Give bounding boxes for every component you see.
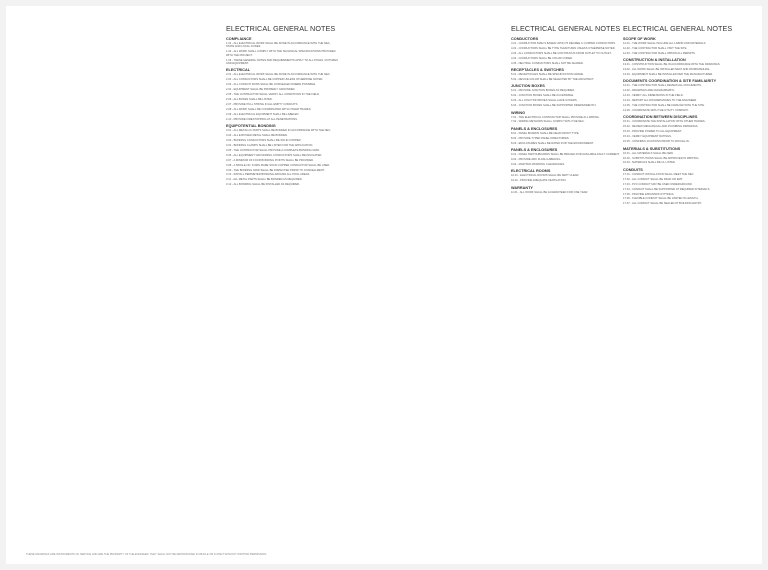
section-heading: CONSTRUCTION & INSTALLATION [623, 58, 686, 63]
note-paragraph: 11.01 - ALL WORK SHALL BE GUARANTEED FOR ONE YEAR. [511, 190, 589, 194]
note-paragraph: 17.05 - PROVIDE EXPANSION FITTINGS. [623, 192, 675, 196]
note-paragraph: 1.03 - THESE GENERAL NOTES AND REQUIREMENTS APPLY TO ALL POLES, FIXTURES AND EQUIPMENT. [226, 58, 338, 65]
section-heading: CONDUCTORS [511, 37, 539, 41]
note-paragraph: 13.03 - EQUIPMENT SHALL BE INSTALLED PER THE MANUFACTURER. [623, 73, 713, 77]
note-paragraph: 17.02 - ALL CONDUIT SHALL BE RIGID OR EMT. [623, 177, 683, 181]
note-paragraph: 3.03 - BONDING CONDUCTORS SHALL BE SOLID COPPER. [226, 138, 302, 142]
note-paragraph: 14.06 - COORDINATE WITH THE UTILITY COMPANY. [623, 109, 689, 113]
note-paragraph: 14.04 - REPORT ALL DISCREPANCIES TO THE ENGINEER. [623, 99, 697, 103]
section-heading: EQUIPOTENTIAL BONDING [226, 124, 276, 129]
note-paragraph: 4.05 - NEUTRAL CONDUCTORS SHALL NOT BE SHARED. [511, 61, 584, 65]
note-paragraph: 8.03 - ENCLOSURES SHALL BE RATED FOR THE ENVIRONMENT. [511, 141, 594, 145]
note-paragraph: 15.04 - VERIFY EQUIPMENT RATINGS. [623, 135, 672, 139]
section-heading: MATERIALS & SUBSTITUTIONS [623, 146, 681, 151]
note-paragraph: 12.01 - THE WORK SHALL INCLUDE ALL LABOR AND MATERIALS. [623, 42, 707, 45]
blank-area [20, 16, 420, 546]
section-heading: JUNCTION BOXES [511, 84, 545, 89]
note-paragraph: 2.05 - THE CONTRACTOR SHALL VERIFY ALL CONDITIONS IN THE FIELD. [226, 93, 320, 96]
section-heading: COMPLIANCE [226, 37, 252, 41]
section-heading: DOCUMENTS COORDINATION & SITE FAMILIARITY [623, 79, 717, 84]
note-paragraph: 2.07 - PROVIDE PULL STRING IN ALL EMPTY CONDUITS. [226, 102, 299, 106]
note-paragraph: 3.04 - BONDING CLAMPS SHALL BE LISTED FOR THE APPLICATION. [226, 143, 314, 147]
note-paragraph: 17.01 - CONDUIT INSTALLATION SHALL MEET THE NEC. [623, 172, 695, 176]
notes-column-1 [226, 24, 338, 554]
note-paragraph: 7.01 - THE ELECTRICAL CONTRACTOR SHALL PROVIDE ALL WIRING. [511, 115, 600, 119]
note-paragraph: 17.03 - PVC CONDUIT MAY BE USED UNDERGROUND. [623, 182, 693, 186]
note-paragraph: 2.03 - ALL CONDUIT RUNS SHALL BE CONCEALED WHERE POSSIBLE. [226, 83, 316, 87]
notes-title: ELECTRICAL GENERAL NOTES [623, 24, 733, 33]
note-paragraph: 15.03 - PROVIDE POWER TO ALL EQUIPMENT. [623, 130, 682, 134]
note-paragraph: 4.02 - CONDUCTORS SHALL BE TYPE THHN/THWN UNLESS OTHERWISE NOTED. [511, 46, 616, 50]
note-paragraph: 4.01 - CONDUCTOR SIZE IS BASED UPON 75 DEGREE C COPPER CONDUCTORS. [511, 42, 616, 45]
note-paragraph: 10.02 - PROVIDE ADEQUATE VENTILATION. [511, 179, 567, 183]
note-paragraph: 1.01 - ALL ELECTRICAL WORK SHALL BE DONE IN ACCORDANCE WITH THE NEC, STATE AND LOCAL CODES. [226, 42, 331, 49]
notes-column-3 [623, 24, 735, 554]
note-paragraph: 16.01 - ALL MATERIALS SHALL BE NEW. [623, 151, 674, 155]
note-paragraph: 6.01 - PROVIDE JUNCTION BOXES AS REQUIRED. [511, 89, 575, 93]
note-paragraph: 3.11 - ALL METAL PARTS SHALL BE BONDED AS REQUIRED. [226, 178, 303, 182]
note-paragraph: 16.03 - MATERIALS SHALL BE UL LISTED. [623, 161, 676, 165]
note-paragraph: 14.01 - THE CONTRACTOR SHALL REVIEW ALL DOCUMENTS. [623, 84, 702, 88]
notes-column-2 [511, 24, 623, 554]
note-paragraph: 13.01 - CONSTRUCTION SHALL BE IN ACCORDANCE WITH THE DRAWINGS. [623, 63, 721, 67]
section-heading: CONDUITS [623, 167, 643, 172]
note-paragraph: 17.06 - FLEXIBLE CONDUIT SHALL BE LIMITED IN LENGTH. [623, 197, 699, 201]
note-paragraph: 9.03 - MAINTAIN WORKING CLEARANCES. [511, 162, 565, 166]
note-paragraph: 17.04 - CONDUIT SHALL BE SUPPORTED AT REQUIRED INTERVALS. [623, 187, 711, 191]
sheet-footnote: THESE DRAWINGS ARE INSTRUMENTS OF SERVICE AND ARE THE PROPERTY OF THE ENGINEER. THEY SHALL NOT BE REPRODUCED IN WHOLE OR IN PART WITHOUT WRITTEN PERMISSION. [26, 552, 267, 556]
note-paragraph: 14.03 - VERIFY ALL DIMENSIONS IN THE FIELD. [623, 94, 684, 98]
section-heading: PANELS & ENCLOSURES [511, 126, 558, 131]
note-paragraph: 2.01 - ALL ELECTRICAL WORK SHALL BE DONE IN ACCORDANCE WITH THE NEC. [226, 73, 331, 77]
note-paragraph: 3.02 - ALL EXPOSED METAL SHALL BE BONDED. [226, 133, 288, 137]
section-heading: ELECTRICAL [226, 68, 251, 73]
note-paragraph: 15.01 - COORDINATE THE INSTALLATION WITH OTHER TRADES. [623, 120, 706, 124]
note-paragraph: 15.05 - CONFIRM LOCATIONS PRIOR TO ROUGH-IN. [623, 140, 690, 144]
note-paragraph: 3.08 - A SINGLE NO. 8 AWG BARE SOLID COPPER CONDUCTOR SHALL BE USED. [226, 163, 330, 167]
section-heading: PANELS & ENCLOSURES [511, 148, 558, 153]
note-paragraph: 12.03 - THE CONTRACTOR SHALL OBTAIN ALL PERMITS. [623, 51, 696, 55]
note-paragraph: 13.02 - ALL WORK SHALL BE INSTALLED NEAT AND WORKMANLIKE. [623, 68, 711, 72]
section-heading: SCOPE OF WORK [623, 37, 656, 41]
note-paragraph: 3.01 - ALL METALLIC PARTS SHALL BE BONDED IN ACCORDANCE WITH THE NEC. [226, 129, 332, 133]
drawing-sheet [6, 6, 762, 564]
note-paragraph: 4.03 - ALL CONDUCTORS SHALL BE CONTINUOUS FROM OUTLET TO OUTLET. [511, 51, 612, 55]
note-paragraph: 1.02 - ALL WORK SHALL COMPLY WITH THE TECHNICAL SPECIFICATIONS PROVIDED WITH THE PROJECT. [226, 50, 336, 57]
section-heading: COORDINATION BETWEEN DISCIPLINES [623, 115, 698, 120]
note-paragraph: 5.01 - RECEPTACLES SHALL BE SPECIFICATION GRADE. [511, 73, 584, 77]
note-paragraph: 3.09 - THE BONDING GRID SHALL BE INSPECTED PRIOR TO CONCEALMENT. [226, 168, 325, 172]
note-paragraph: 2.02 - ALL CONDUCTORS SHALL BE COPPER UNLESS OTHERWISE NOTED. [226, 78, 324, 82]
section-heading: WARRANTY [511, 185, 533, 190]
note-paragraph: 5.02 - DEVICE COLOR SHALL BE SELECTED BY THE ARCHITECT. [511, 78, 595, 82]
note-paragraph: 2.09 - ALL ELECTRICAL EQUIPMENT SHALL BE LABELED. [226, 112, 300, 116]
note-paragraph: 8.01 - PANEL BOARDS SHALL BE DEAD FRONT TYPE. [511, 131, 580, 135]
note-paragraph: 14.02 - DRAWINGS ARE DIAGRAMMATIC. [623, 89, 676, 93]
note-paragraph: 4.04 - CONDUCTORS SHALL BE COLOR CODED. [511, 56, 573, 60]
note-paragraph: 3.10 - INSTALL PERIMETER BONDING AROUND ALL POOL AREAS. [226, 173, 311, 177]
note-paragraph: 8.02 - PROVIDE TYPED PANEL DIRECTORIES. [511, 136, 570, 140]
note-paragraph: 10.01 - ELECTRICAL ROOMS SHALL BE KEPT CLEAR. [511, 174, 580, 178]
note-paragraph: 2.10 - PROVIDE FIRESTOPPING AT ALL PENETRATIONS. [226, 117, 298, 121]
note-paragraph: 3.07 - A MINIMUM OF FOUR BONDING POINTS SHALL BE PROVIDED. [226, 158, 314, 162]
notes-title: ELECTRICAL GENERAL NOTES [226, 24, 336, 33]
note-paragraph: 3.06 - ALL EQUIPMENT GROUNDING CONDUCTORS SHALL BE INSULATED. [226, 153, 323, 157]
section-heading: RECEPTACLES & SWITCHES [511, 68, 564, 73]
note-paragraph: 2.08 - ALL WORK SHALL BE COORDINATED WITH OTHER TRADES. [226, 107, 312, 111]
note-paragraph: 6.02 - JUNCTION BOXES SHALL BE ACCESSIBLE. [511, 94, 574, 98]
note-paragraph: 12.02 - THE CONTRACTOR SHALL VISIT THE SITE. [623, 46, 688, 50]
note-paragraph: 16.02 - SUBSTITUTIONS SHALL BE APPROVED IN WRITING. [623, 156, 700, 160]
note-paragraph: 9.01 - PANEL SWITCHBOARDS SHALL BE BRACED FOR AVAILABLE FAULT CURRENT. [511, 153, 620, 157]
note-paragraph: 2.06 - ALL BOXES SHALL BE LISTED. [226, 97, 273, 101]
note-paragraph: 2.04 - EQUIPMENT SHALL BE PROPERLY GROUNDED. [226, 88, 296, 92]
note-paragraph: 6.04 - JUNCTION BOXES SHALL BE SUPPORTED INDEPENDENTLY. [511, 104, 597, 108]
note-paragraph: 17.07 - ALL CONDUIT SHALL BE SEALED AT BUILDING ENTRY. [623, 202, 702, 206]
note-paragraph: 3.12 - ALL BONDING SHALL BE INSTALLED AS REQUIRED. [226, 183, 300, 187]
section-heading: ELECTRICAL ROOMS [511, 169, 551, 174]
note-paragraph: 15.02 - REVIEW MECHANICAL AND PLUMBING DRAWINGS. [623, 125, 699, 129]
note-paragraph: 9.02 - PROVIDE ARC FLASH LABELING. [511, 157, 562, 161]
notes-title: ELECTRICAL GENERAL NOTES [511, 24, 621, 33]
note-paragraph: 6.03 - ALL JUNCTION BOXES SHALL HAVE COVERS. [511, 99, 578, 103]
note-paragraph: 14.05 - THE CONTRACTOR SHALL BE FAMILIAR WITH THE SITE. [623, 104, 705, 108]
note-paragraph: 7.02 - WIRING METHODS SHALL COMPLY WITH THE NEC. [511, 120, 585, 124]
note-paragraph: 3.05 - THE CONTRACTOR SHALL PROVIDE A COMPLETE BONDING GRID. [226, 148, 320, 152]
section-heading: WIRING [511, 110, 526, 115]
